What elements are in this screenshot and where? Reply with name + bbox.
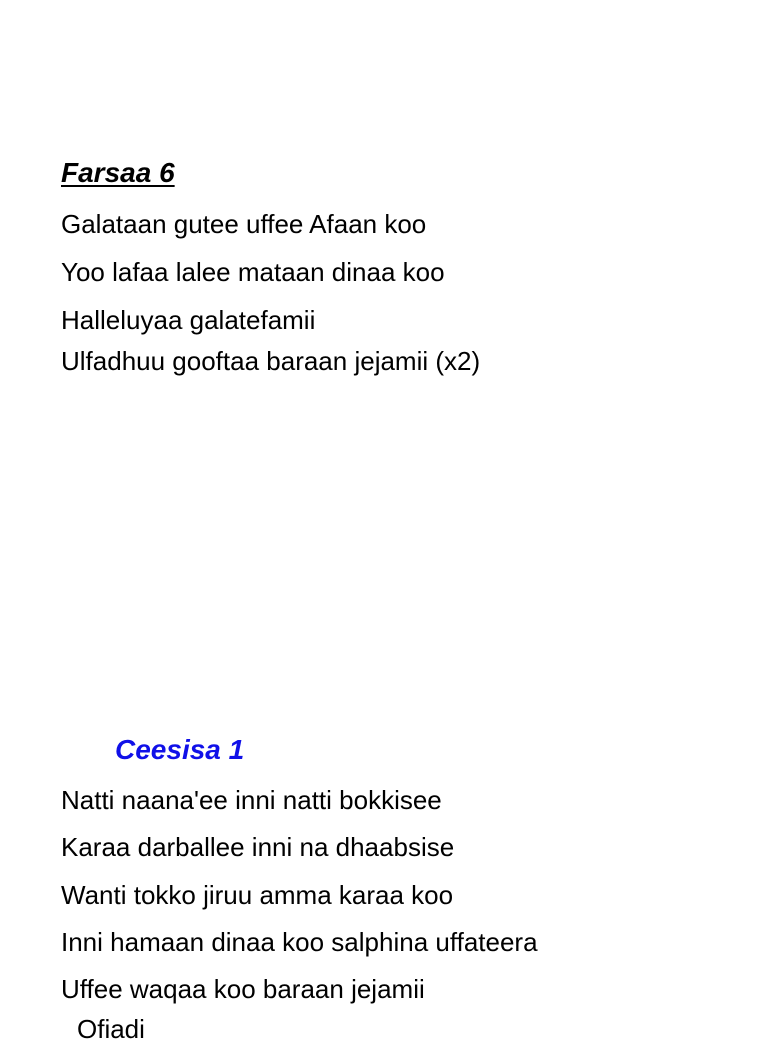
lyric-line: Ulfadhuu gooftaa baraan jejamii (x2) — [61, 346, 481, 376]
lyric-line: Karaa darballee inni na dhaabsise — [61, 832, 455, 862]
section-heading-ceesisa: Ceesisa 1 — [115, 734, 245, 765]
lyric-line: Uffee waqaa koo baraan jejamii — [61, 974, 425, 1004]
lyric-line: Halleluyaa galatefamii — [61, 305, 316, 335]
lyric-line: Yoo lafaa lalee mataan dinaa koo — [61, 257, 445, 287]
lyric-line: Wanti tokko jiruu amma karaa koo — [61, 880, 454, 910]
lyric-line: Galataan gutee uffee Afaan koo — [61, 209, 427, 239]
lyric-line-partial: Ofiadi — [77, 1014, 145, 1044]
lyric-line: Natti naana'ee inni natti bokkisee — [61, 785, 442, 815]
lyric-line: Inni hamaan dinaa koo salphina uffateera — [61, 927, 538, 957]
section-heading-farsaa: Farsaa 6 — [61, 157, 175, 188]
